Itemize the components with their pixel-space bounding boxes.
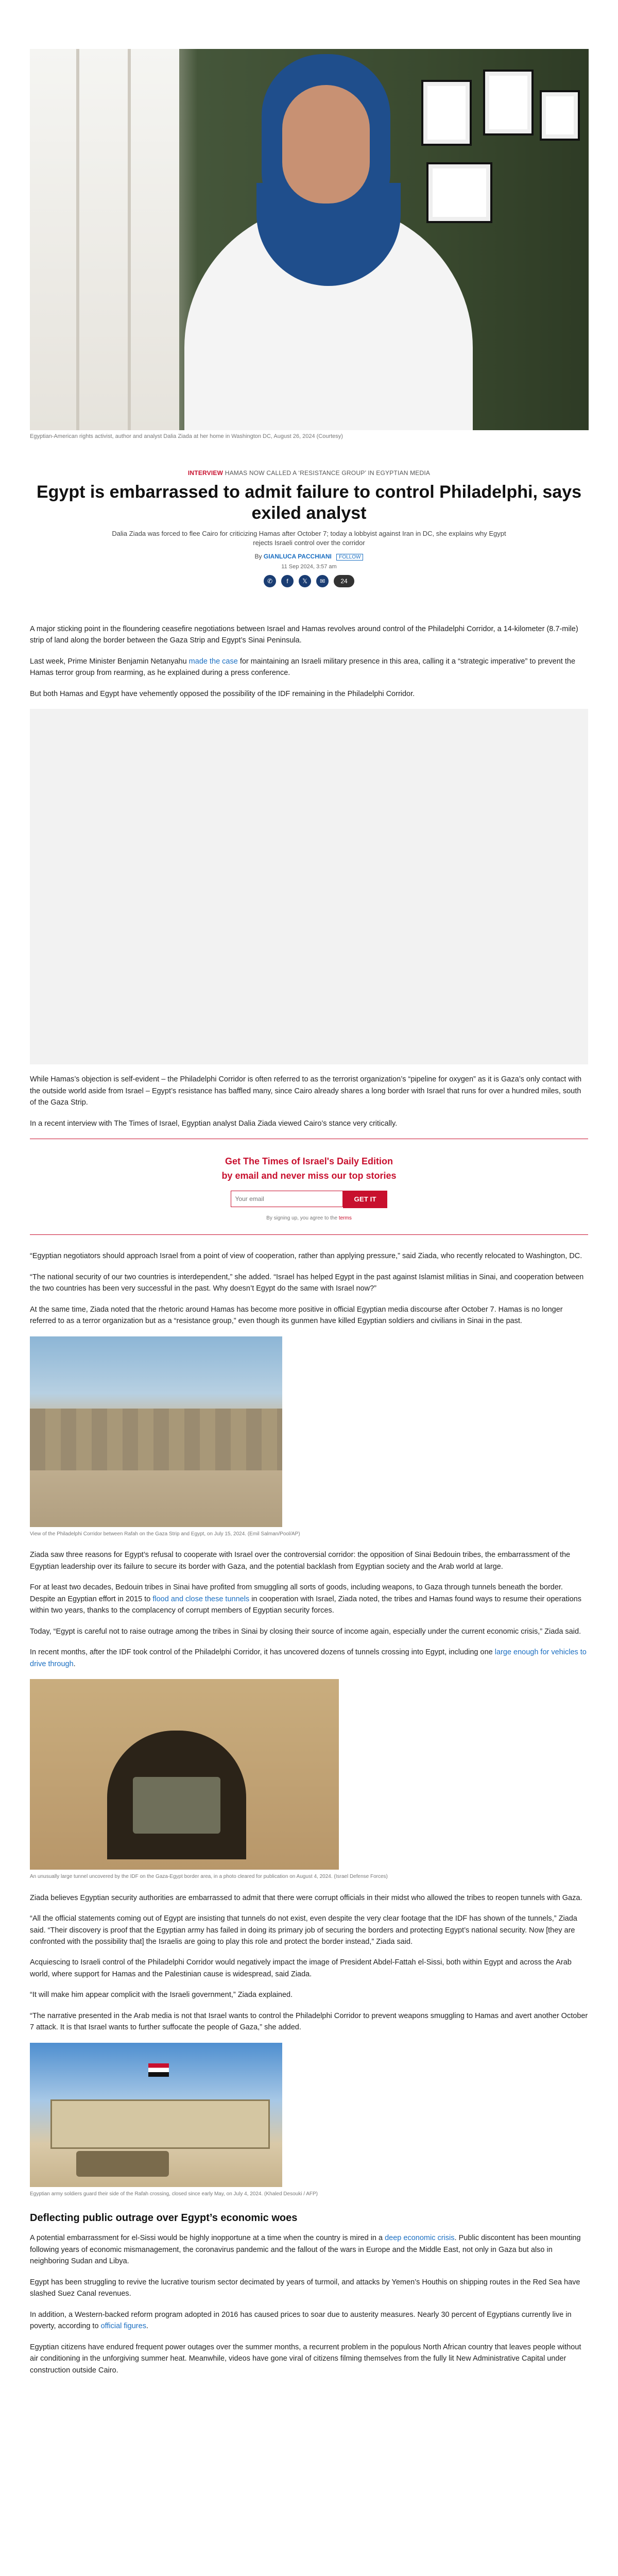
section-heading: Deflecting public outrage over Egypt’s economic woes [30,2212,298,2224]
paragraph: Egypt has been struggling to revive the lucrative tourism sector decimated by years of turmoil, and attacks by Yemen’s Houthis on shipping routes in the Red Sea have slashed Suez Canal revenues. [30,2278,580,2298]
terms-link[interactable]: terms [338,1215,352,1221]
paragraph: Ziada saw three reasons for Egypt’s refusal to cooperate with Israel over the controversial corridor: the opposition of Sinai Bedouin tribes, the embarrassment of the Egyptian leadership over its failure to secure its border with Gaza, and the potential backlash from Egyptian society and the Arab world at large. [30,1551,571,1571]
paragraph: In a recent interview with The Times of Israel, Egyptian analyst Dalia Ziada viewed Cairo’s stance very critically. [30,1119,398,1128]
kicker-tag[interactable]: INTERVIEW [187,469,224,477]
tunnel-photo [30,1679,339,1870]
paragraph: “The narrative presented in the Arab media is not that Israel wants to control the Philadelphi Corridor to prevent weapons smuggling to Hamas and avert another October 7 attack. It is that Israel wants to further suffocate the people of Gaza,” she added. [30,2011,588,2032]
paragraph: Last week, Prime Minister Benjamin Netanyahu made the case for maintaining an Israeli military presence in this area, calling it a “strategic imperative” to prevent the Hamas terror group from rearming, as he explained during a press conference. [30,657,576,677]
paragraph: Today, “Egypt is careful not to raise outrage among the tribes in Sinai by closing their source of income again, especially under the current economic crisis,” Ziada said. [30,1627,581,1636]
photo-wall-frame [426,162,492,223]
follow-button[interactable]: FOLLOW [336,554,363,561]
border-crossing-photo [30,2043,282,2187]
paragraph: Ziada believes Egyptian security authorities are embarrassed to admit that there were corrupt officials in their midst who allowed the tribes to reopen tunnels with Gaza. [30,1893,582,1902]
email-icon[interactable]: ✉ [316,575,329,587]
byline [0,553,618,561]
newsletter-signup [30,1139,588,1235]
signup-terms: By signing up, you agree to the terms [266,1215,352,1221]
photo-window [30,49,179,430]
photo-subject-face [282,85,370,204]
kicker [0,469,618,477]
article-page [0,49,618,2376]
get-it-button[interactable]: GET IT [343,1191,388,1208]
photo-wall-frame [540,90,580,141]
article-body [30,623,588,2376]
paragraph: In recent months, after the IDF took control of the Philadelphi Corridor, it has uncovered dozens of tunnels crossing into Egypt, including one large enough for vehicles to drive through. [30,1648,587,1668]
paragraph: “The national security of our two countries is interdependent,” she added. “Israel has helped Egypt in the past against Islamist militias in Sinai, and cooperation between the two countries has been very successful in the past. Why doesn’t Egypt do the same with Israel now?” [30,1273,584,1293]
email-field[interactable] [231,1191,343,1207]
paragraph: A major sticking point in the floundering ceasefire negotiations between Israel and Hamas revolves around control of the Philadelphi Corridor, a 14-kilometer (8.7-mile) strip of land along the border between the Gaza Strip and Egypt’s Sinai Peninsula. [30,624,578,645]
ad-placeholder [30,709,588,1064]
signup-line-2: by email and never miss our top stories [221,1171,397,1181]
photo-wall-frame [483,70,534,135]
photo-window-frame [76,49,79,430]
hero-photo [30,49,589,430]
photo-wall-frame [421,80,472,146]
signup-line-1: Get The Times of Israel's Daily Edition [225,1156,393,1167]
paragraph: But both Hamas and Egypt have vehemently opposed the possibility of the IDF remaining in the Philadelphi Corridor. [30,689,415,698]
byline-by: By [254,552,262,560]
author-link[interactable]: GIANLUCA PACCHIANI [263,552,332,560]
paragraph: In addition, a Western-backed reform program adopted in 2016 has caused prices to soar due to austerity measures. Nearly 30 percent of Egyptians currently live in poverty, according to official figures. [30,2310,572,2331]
inline-link[interactable]: deep economic crisis [385,2234,455,2243]
paragraph: Acquiescing to Israeli control of the Philadelphi Corridor would negatively impact the image of President Abdel-Fattah el-Sissi, both within Egypt and across the Arab world, where support for Hamas and the Palestinian cause is widespread, said Ziada. [30,1958,572,1978]
publish-date: 11 Sep 2024, 3:57 am [281,563,337,570]
photo-window-frame [128,49,131,430]
comment-count-button[interactable]: 24 [334,575,354,587]
x-icon[interactable]: 𝕏 [299,575,311,587]
paragraph: While Hamas’s objection is self-evident – the Philadelphi Corridor is often referred to as the terrorist organization’s “pipeline for oxygen” as it is Gaza’s only contact with the outside world aside from Israel – Egypt’s resistance has baffled many, since Cairo already shares a long border with Israel that runs for over a hundred miles, south of the Gaza Strip. [30,1075,582,1107]
photo-caption: View of the Philadelphi Corridor between Rafah on the Gaza Strip and Egypt, on July 15, 2024. (Emil Salman/Pool/AP) [30,1531,300,1537]
facebook-icon[interactable]: f [281,575,294,587]
inline-link[interactable]: official figures [100,2322,146,2331]
whatsapp-icon[interactable]: ✆ [264,575,276,587]
article-photo [30,1679,588,1881]
paragraph: For at least two decades, Bedouin tribes in Sinai have profited from smuggling all sorts of goods, including weapons, to Gaza through tunnels beneath the border. Despite an Egyptian effort in 2015 to flood and close these tunnels in cooperation with Israel, Ziada noted, the tribes and Hamas found ways to resume their operations within two years, thanks to the complacency of corrupt members of Egyptian security forces. [30,1583,581,1615]
inline-link[interactable]: flood and close these tunnels [152,1595,250,1603]
inline-link[interactable]: large enough for vehicles to drive through [30,1648,587,1668]
paragraph: “All the official statements coming out of Egypt are insisting that tunnels do not exist, even despite the very clear footage that the IDF has shown of the tunnels,” Ziada said. “Their discovery is proof that the Egyptian army has failed in doing its primary job of securing the borders and protecting Egypt’s national security. Now [they are confronted with the possibility that] the Israelis are going to play this role and protect the border instead,” Ziada said. [30,1914,577,1946]
photo-caption: An unusually large tunnel uncovered by the IDF on the Gaza-Egypt border area, in a photo cleared for publication on August 4, 2024. (Israel Defense Forces) [30,1874,388,1880]
signup-form [30,1191,588,1208]
paragraph: “It will make him appear complicit with the Israeli government,” Ziada explained. [30,1991,293,1999]
paragraph: A potential embarrassment for el-Sissi would be highly inopportune at a time when the country is mired in a deep economic crisis. Public discontent has been mounting following years of economic mismanagement, the coronavirus pandemic and the fallout of the wars in Europe and the Middle East, not only in Gaza but also in neighboring Sudan and Libya. [30,2234,581,2266]
article-photo [30,2043,588,2198]
paragraph: Egyptian citizens have endured frequent power outages over the summer months, a recurrent problem in the populous North African country that leaves people without air conditioning in the unforgiving summer heat. Meanwhile, videos have gone viral of citizens filming themselves from the fully lit New Administrative Capital under construction outside Cairo. [30,2343,581,2375]
paragraph: “Egyptian negotiators should approach Israel from a point of view of cooperation, rather than applying pressure,” said Ziada, who recently relocated to Washington, DC. [30,1252,582,1261]
article-title: Egypt is embarrassed to admit failure to control Philadelphi, says exiled analyst [36,482,582,523]
share-bar [0,575,618,587]
inline-link[interactable]: made the case [188,657,238,666]
paragraph: At the same time, Ziada noted that the rhetoric around Hamas has become more positive in official Egyptian media discourse after October 7. Hamas is no longer referred to as a terror organization but as a “resistance group,” even though its gunmen have killed Egyptian soldiers and civilians in Sinai in the past. [30,1305,563,1326]
article-photo [30,1336,588,1538]
hero-caption: Egyptian-American rights activist, author and analyst Dalia Ziada at her home in Washington DC, August 26, 2024 (Courtesy) [30,433,343,439]
article-dek: Dalia Ziada was forced to flee Cairo for criticizing Hamas after October 7; today a lobbyist against Iran in DC, she explains why Egypt rejects Israeli control over the corridor [112,529,506,547]
corridor-photo [30,1336,282,1527]
kicker-sub: HAMAS NOW CALLED A ‘RESISTANCE GROUP’ IN EGYPTIAN MEDIA [225,469,431,477]
photo-caption: Egyptian army soldiers guard their side of the Rafah crossing, closed since early May, on July 4, 2024. (Khaled Desouki / AFP) [30,2191,318,2197]
